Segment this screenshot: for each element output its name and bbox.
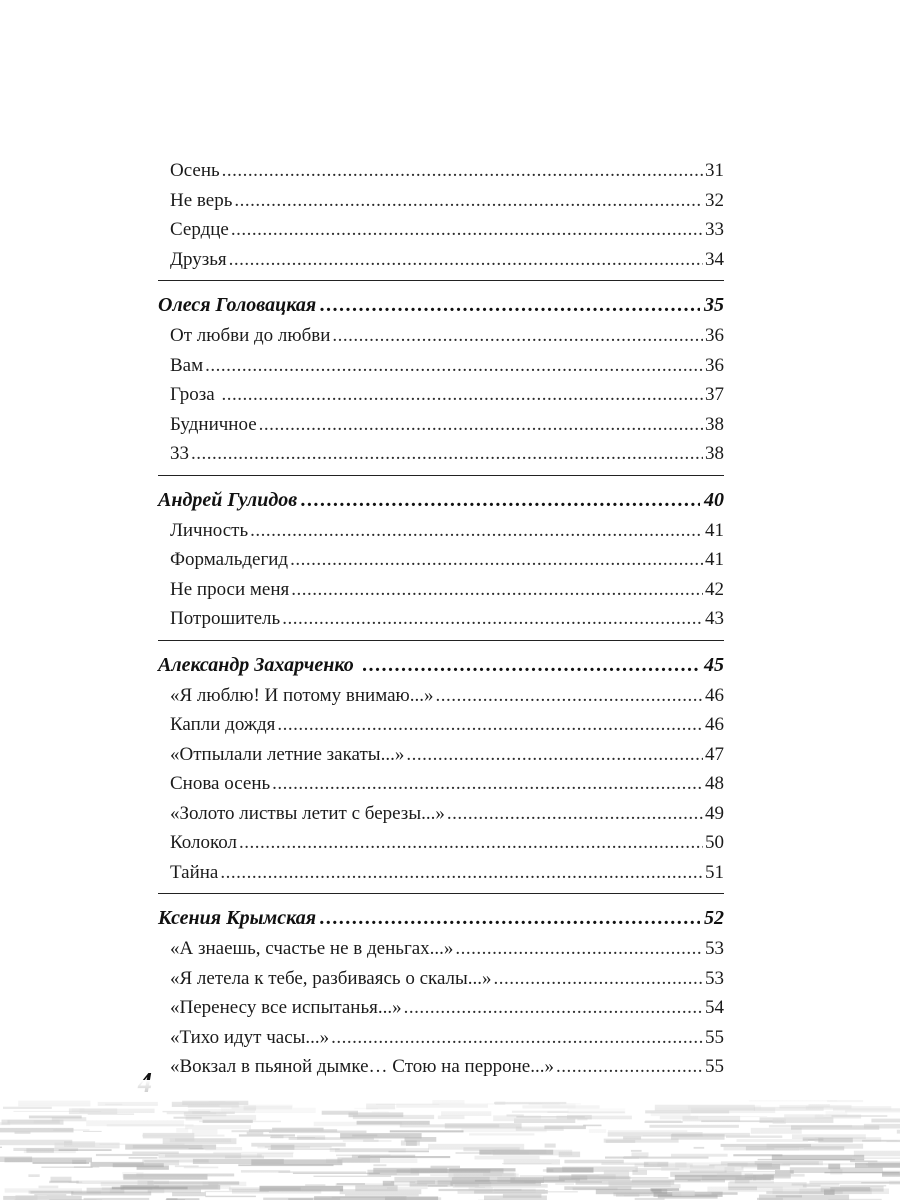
entry-title: 33 [170,443,189,464]
entry-title: Осень [170,160,220,181]
entry-title: «Золото листвы летит с березы...» [170,802,445,824]
toc-entry [158,1023,724,1053]
dot-leader [277,710,703,740]
entry-page-number: 33 [705,219,724,240]
entry-title: Колокол [170,832,237,853]
dot-leader [291,575,703,605]
entry-page-number: 48 [705,773,724,794]
entry-page-number: 41 [705,549,724,570]
toc-author-heading [158,485,724,516]
dot-leader [221,380,703,410]
toc-entry [158,380,724,410]
entry-title: Формальдегид [170,549,289,570]
toc-author-heading [158,290,724,321]
entry-page-number: 38 [705,443,724,464]
toc-author-heading [158,903,724,934]
entry-title: Не верь [170,189,233,211]
entry-page-number: 36 [705,325,724,346]
grunge-texture-decoration [0,1080,900,1200]
dot-leader [404,993,703,1023]
entry-page-number: 49 [705,802,724,824]
toc-section [158,290,724,476]
dot-leader [234,186,703,216]
entry-title: Будничное [170,413,257,435]
dot-leader [272,769,703,799]
toc-entry [158,245,724,275]
toc-entry [158,439,724,469]
dot-leader [301,485,700,516]
toc-entry [158,710,724,740]
entry-title: Тайна [170,861,219,883]
toc-entry [158,1052,724,1082]
entry-page-number: 55 [705,1056,724,1077]
section-divider [158,640,724,641]
toc-section [158,650,724,895]
entry-title: Снова осень [170,773,271,794]
dot-leader [406,740,703,770]
entry-title: Сердце [170,219,229,240]
dot-leader [222,156,703,186]
entry-title: «Я летела к тебе, разбиваясь о скалы...» [170,967,492,989]
entry-title: «А знаешь, счастье не в деньгах...» [170,938,454,959]
table-of-contents [158,156,724,1091]
entry-page-number: 47 [705,743,724,765]
dot-leader [435,681,703,711]
toc-entry [158,215,724,245]
entry-title: Потрошитель [170,608,281,629]
dot-leader [250,516,703,546]
entry-page-number: 41 [705,519,724,541]
entry-page-number: 46 [705,714,724,735]
entry-page-number: 55 [705,1026,724,1048]
entry-title: «Вокзал в пьяной дымке… Стою на перроне...» [170,1056,554,1077]
toc-entry [158,351,724,381]
dot-leader [320,290,700,321]
entry-page-number: 31 [705,160,724,181]
section-divider [158,475,724,476]
entry-title: Капли дождя [170,714,276,735]
author-name: Олеся Головацкая [158,294,317,316]
section-divider [158,280,724,281]
entry-title: «Перенесу все испытанья...» [170,997,402,1018]
entry-page-number: 32 [705,189,724,211]
dot-leader [259,410,703,440]
dot-leader [320,903,700,934]
entry-title: «Тихо идут часы...» [170,1026,330,1048]
entry-title: «Я люблю! И потому внимаю...» [170,684,434,706]
entry-page-number: 46 [705,684,724,706]
toc-entry [158,321,724,351]
entry-title: Не проси меня [170,578,290,600]
author-name: Андрей Гулидов [158,488,298,511]
entry-title: «Отпылали летние закаты...» [170,743,405,765]
author-page-number: 40 [704,488,724,511]
dot-leader [455,934,703,964]
dot-leader [220,858,703,888]
author-page-number: 45 [704,653,724,676]
entry-page-number: 42 [705,578,724,600]
dot-leader [556,1052,703,1082]
dot-leader [447,799,703,829]
toc-entry [158,681,724,711]
dot-leader [331,1023,703,1053]
toc-section [158,156,724,281]
toc-author-heading [158,650,724,681]
entry-page-number: 50 [705,832,724,853]
author-name: Ксения Крымская [158,907,317,929]
entry-title: От любви до любви [170,325,331,346]
toc-entry [158,604,724,634]
dot-leader [282,604,703,634]
entry-title: Вам [170,354,204,376]
toc-section [158,485,724,641]
entry-title: Гроза [170,384,220,405]
dot-leader [494,964,703,994]
dot-leader [290,545,703,575]
dot-leader [229,245,703,275]
author-name: Александр Захарченко [158,653,359,676]
dot-leader [191,439,703,469]
entry-page-number: 53 [705,938,724,959]
entry-page-number: 51 [705,861,724,883]
toc-entry [158,934,724,964]
toc-entry [158,740,724,770]
dot-leader [239,828,703,858]
toc-section [158,903,724,1082]
toc-entry [158,858,724,888]
author-page-number: 52 [704,907,724,929]
toc-entry [158,993,724,1023]
dot-leader [332,321,703,351]
author-page-number: 35 [704,294,724,316]
toc-entry [158,156,724,186]
entry-page-number: 37 [705,384,724,405]
entry-title: Личность [170,519,249,541]
entry-page-number: 53 [705,967,724,989]
toc-entry [158,828,724,858]
toc-entry [158,964,724,994]
entry-title: Друзья [170,248,227,270]
entry-page-number: 38 [705,413,724,435]
dot-leader [231,215,703,245]
toc-entry [158,186,724,216]
toc-entry [158,545,724,575]
section-divider [158,893,724,894]
toc-entry [158,516,724,546]
entry-page-number: 36 [705,354,724,376]
toc-entry [158,410,724,440]
dot-leader [363,650,700,681]
entry-page-number: 43 [705,608,724,629]
dot-leader [205,351,703,381]
toc-entry [158,769,724,799]
toc-entry [158,575,724,605]
entry-page-number: 34 [705,248,724,270]
entry-page-number: 54 [705,997,724,1018]
toc-entry [158,799,724,829]
